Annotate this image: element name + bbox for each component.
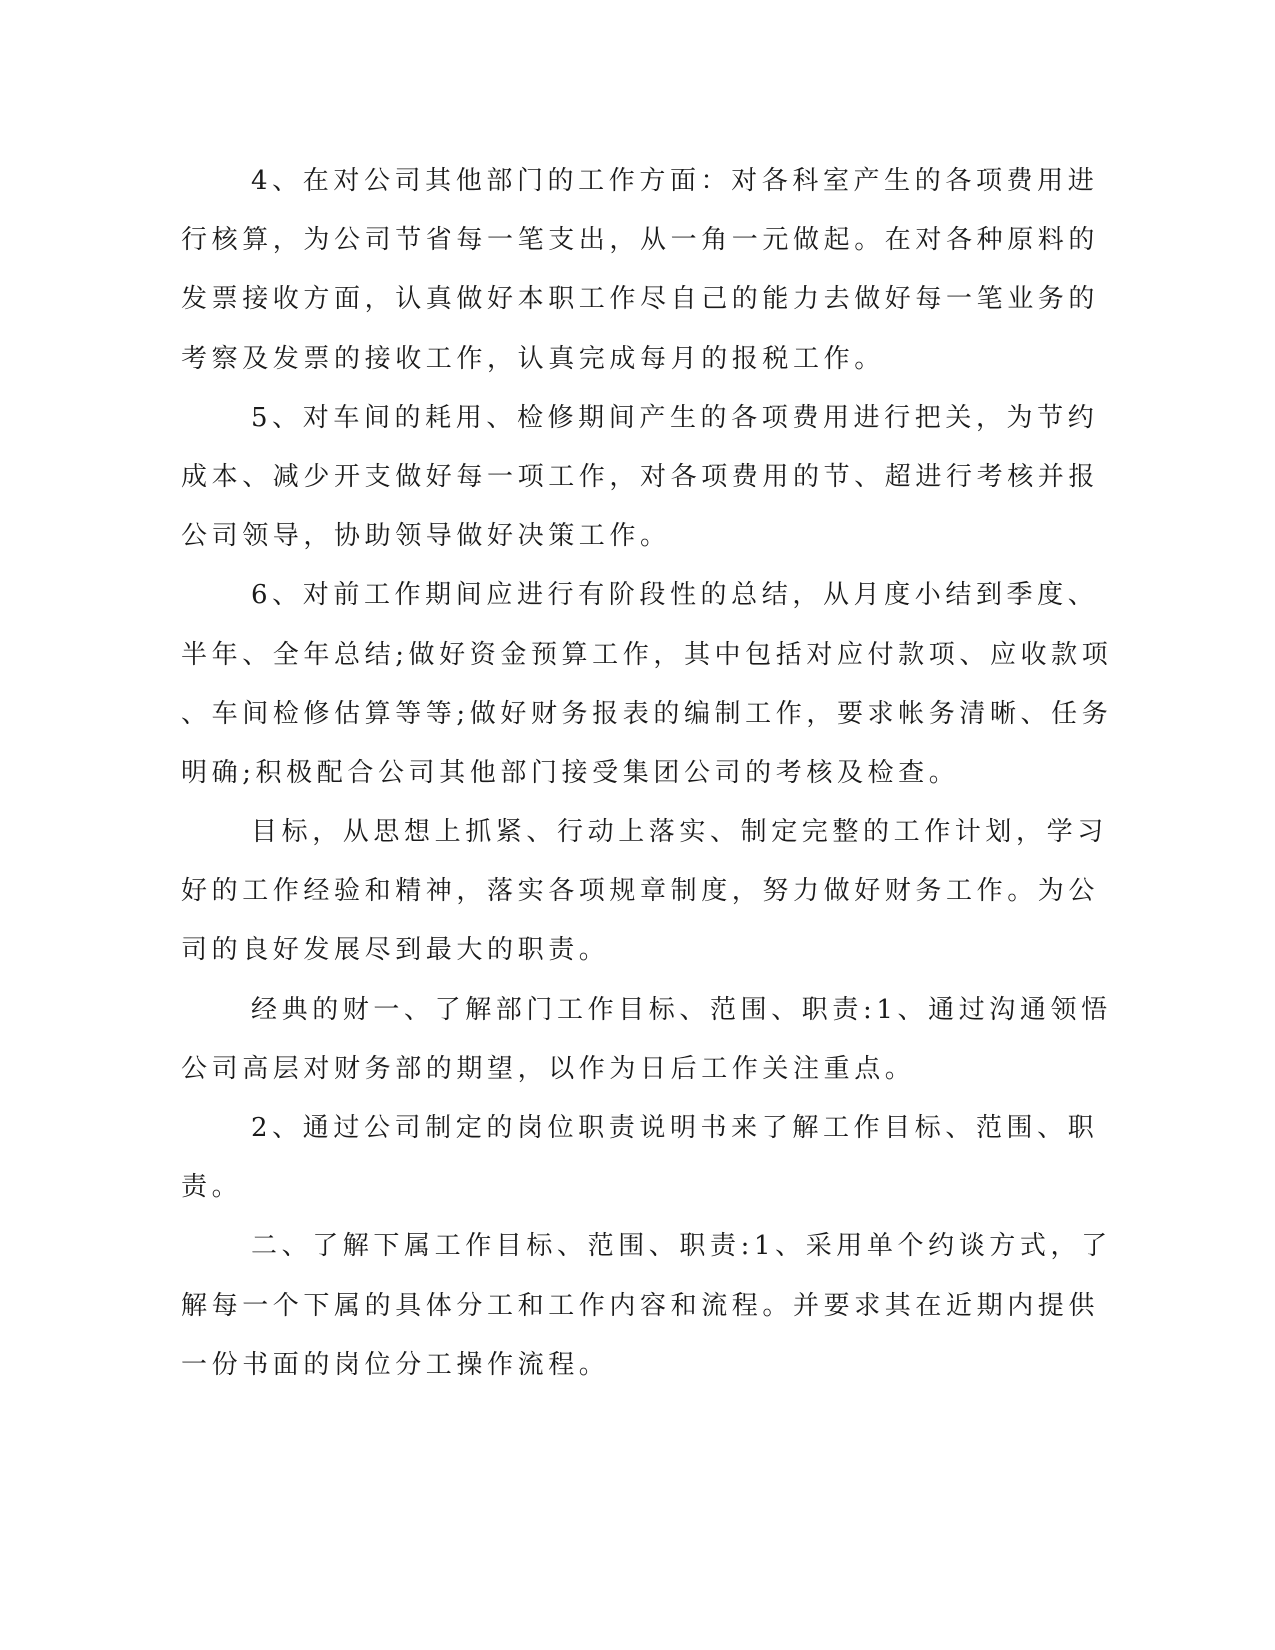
text-line: 公司高层对财务部的期望，以作为日后工作关注重点。 (181, 1053, 916, 1084)
text-line: 行核算，为公司节省每一笔支出，从一角一元做起。在对各种原料的 (181, 225, 1100, 256)
text-line: 好的工作经验和精神，落实各项规章制度，努力做好财务工作。为公 (181, 876, 1100, 907)
text-line: 考察及发票的接收工作，认真完成每月的报税工作。 (181, 343, 885, 374)
text-line: 责。 (181, 1172, 243, 1203)
text-line: 二、了解下属工作目标、范围、职责:1、采用单个约谈方式，了 (251, 1231, 1112, 1262)
text-line: 发票接收方面，认真做好本职工作尽自己的能力去做好每一笔业务的 (181, 284, 1100, 315)
text-line: 成本、减少开支做好每一项工作，对各项费用的节、超进行考核并报 (181, 461, 1100, 492)
text-line: 半年、全年总结;做好资金预算工作，其中包括对应付款项、应收款项 (181, 639, 1113, 670)
text-line: 目标，从思想上抓紧、行动上落实、制定完整的工作计划，学习 (251, 817, 1108, 848)
text-line: 解每一个下属的具体分工和工作内容和流程。并要求其在近期内提供 (181, 1290, 1100, 1321)
text-line: 公司领导，协助领导做好决策工作。 (181, 521, 671, 552)
text-line: 5、对车间的耗用、检修期间产生的各项费用进行把关，为节约 (251, 402, 1099, 433)
text-line: 6、对前工作期间应进行有阶段性的总结，从月度小结到季度、 (251, 580, 1099, 611)
text-line: 明确;积极配合公司其他部门接受集团公司的考核及检查。 (181, 757, 960, 788)
text-line: 司的良好发展尽到最大的职责。 (181, 935, 610, 966)
text-line: 、车间检修估算等等;做好财务报表的编制工作，要求帐务清晰、任务 (181, 698, 1113, 729)
text-line: 4、在对公司其他部门的工作方面：对各科室产生的各项费用进 (251, 166, 1099, 196)
text-line: 2、通过公司制定的岗位职责说明书来了解工作目标、范围、职 (251, 1113, 1099, 1143)
text-line: 经典的财一、了解部门工作目标、范围、职责:1、通过沟通领悟 (251, 994, 1112, 1025)
text-line: 一份书面的岗位分工操作流程。 (181, 1349, 610, 1380)
document-body (181, 152, 1113, 1395)
